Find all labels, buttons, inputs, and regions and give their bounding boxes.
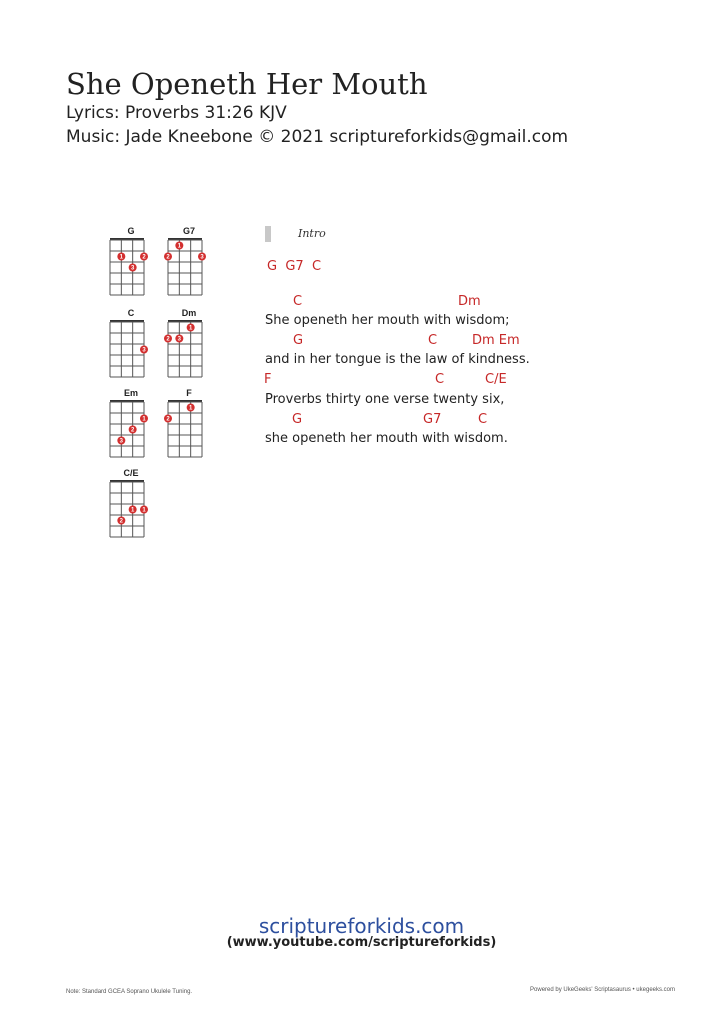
finger-number: 1 [119, 254, 124, 261]
chord-diagram-name: Em [123, 388, 138, 398]
song-title: She Openeth Her Mouth [66, 67, 428, 101]
lyric-line-2: and in her tongue is the law of kindness. [265, 352, 530, 367]
chord-line-2-dm-em: Dm Em [472, 333, 520, 348]
fretboard-grid [106, 318, 150, 378]
chord-line-4-g: G [292, 412, 303, 427]
finger-number: 3 [200, 254, 204, 261]
finger-number: 2 [166, 336, 170, 343]
lyric-line-3: Proverbs thirty one verse twenty six, [265, 392, 505, 407]
finger-number: 2 [166, 254, 170, 261]
finger-number: 3 [177, 336, 182, 343]
finger-number: 2 [119, 518, 124, 525]
website-link[interactable]: scriptureforkids.com [258, 914, 465, 938]
chord-diagram-c [106, 308, 156, 378]
finger-number: 1 [142, 507, 146, 514]
chord-diagram-c-e [106, 468, 156, 538]
finger-number: 2 [142, 254, 146, 261]
finger-number: 2 [166, 416, 170, 423]
lyrics-credit: Lyrics: Proverbs 31:26 KJV [66, 103, 287, 123]
chord-diagram-g [106, 226, 156, 296]
fretboard-grid [106, 398, 150, 458]
intro-chords: G G7 C [267, 259, 322, 274]
lyric-line-1: She openeth her mouth with wisdom; [265, 313, 510, 328]
finger-number: 1 [177, 243, 182, 250]
chord-line-2-g: G [293, 333, 304, 348]
finger-number: 3 [130, 265, 135, 272]
chord-diagram-name: G7 [182, 226, 195, 236]
chord-line-4-g7: G7 [423, 412, 442, 427]
chord-diagram-name: C/E [123, 468, 139, 478]
fretboard-grid [164, 398, 208, 458]
finger-number: 3 [119, 438, 124, 445]
chord-diagram-name: C [127, 308, 135, 318]
chord-diagram-name: Dm [181, 308, 197, 318]
fretboard-grid [106, 478, 150, 538]
chord-diagram-dm [164, 308, 214, 378]
chord-diagram-name: F [186, 388, 192, 398]
chord-line-4-c: C [478, 412, 488, 427]
chord-line-1-dm: Dm [458, 294, 481, 309]
youtube-link[interactable]: (www.youtube.com/scriptureforkids) [226, 935, 497, 950]
chord-diagram-name: G [127, 226, 135, 236]
chord-line-3-f: F [264, 372, 272, 387]
chord-line-1-c: C [293, 294, 303, 309]
powered-by[interactable]: Powered by UkeGeeks' Scriptasaurus • ukegeeks.com [530, 987, 675, 993]
fretboard-grid [164, 318, 208, 378]
fretboard-grid [106, 236, 150, 296]
fretboard-grid [164, 236, 208, 296]
chord-diagram-f [164, 388, 214, 458]
finger-number: 1 [188, 405, 193, 412]
music-credit: Music: Jade Kneebone © 2021 scriptureforkids@gmail.com [66, 127, 569, 147]
finger-number: 1 [188, 325, 193, 332]
chord-diagram-g7 [164, 226, 214, 296]
chord-line-3-c-e: C/E [485, 372, 507, 387]
intro-marker [265, 226, 271, 242]
chord-diagram-em [106, 388, 156, 458]
chord-line-3-c: C [435, 372, 445, 387]
finger-number: 1 [130, 507, 135, 514]
finger-number: 3 [142, 347, 146, 354]
lyric-line-4: she openeth her mouth with wisdom. [265, 431, 508, 446]
finger-number: 1 [142, 416, 146, 423]
finger-number: 2 [130, 427, 135, 434]
tuning-note: Note: Standard GCEA Soprano Ukulele Tuning. [66, 989, 193, 995]
intro-label: Intro [298, 227, 326, 240]
chord-line-2-c: C [428, 333, 438, 348]
